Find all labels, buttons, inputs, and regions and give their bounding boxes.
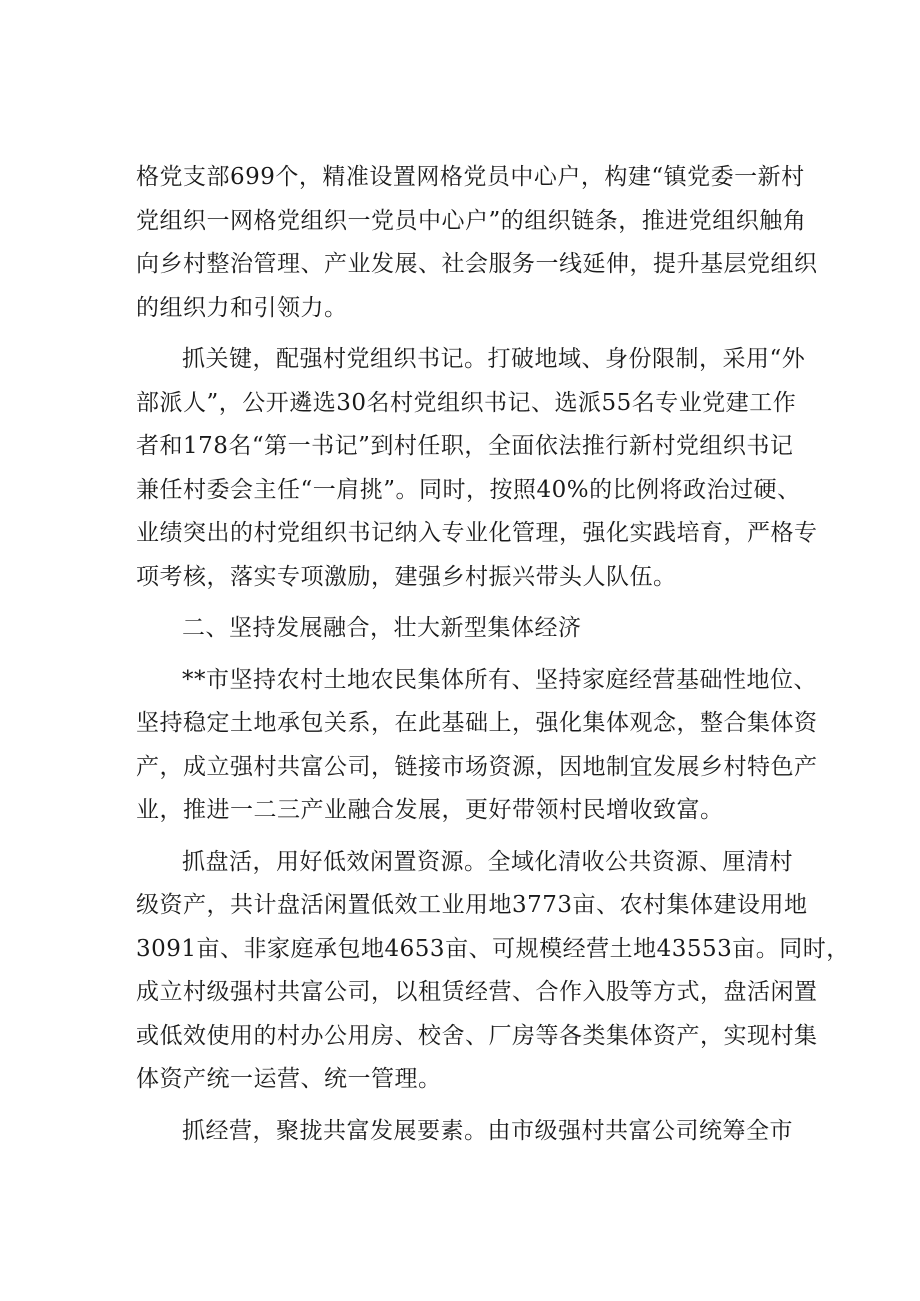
text-line: 或低效使用的村办公用房、校舍、厂房等各类集体资产，实现村集: [136, 1022, 818, 1049]
text-line: 项考核，落实专项激励，建强乡村振兴带头人队伍。: [136, 563, 677, 590]
text-line: 的组织力和引领力。: [136, 294, 348, 321]
paragraph-3: [136, 659, 818, 833]
text-line: 体资产统一运营、统一管理。: [136, 1066, 442, 1092]
text-line: **市坚持农村土地农民集体所有、坚持家庭经营基础性地位、: [182, 666, 817, 693]
text-line: 兼任村委会主任“一肩挑”。同时，按照40%的比例将政治过硬、: [136, 476, 801, 503]
text-line: 部派人”，公开遴选30名村党组织书记、选派55名专业党建工作: [136, 389, 797, 416]
text-line: 抓盘活，用好低效闲置资源。全域化清收公共资源、厘清村: [182, 848, 793, 875]
document-body: [136, 156, 850, 1161]
paragraph-1: [136, 156, 818, 330]
text-line: 抓关键，配强村党组织书记。打破地域、身份限制，采用“外: [182, 346, 806, 372]
text-line: 格党支部699个，精准设置网格党员中心户，构建“镇党委一新村: [136, 164, 805, 190]
text-line: 者和178名“第一书记”到村任职，全面依法推行新村党组织书记: [136, 433, 794, 459]
text-line: 坚持稳定土地承包关系，在此基础上，强化集体观念，整合集体资: [136, 710, 818, 736]
text-line: 成立村级强村共富公司，以租赁经营、合作入股等方式，盘活闲置: [136, 979, 818, 1005]
text-line: 向乡村整治管理、产业发展、社会服务一线延伸，提升基层党组织: [136, 251, 818, 277]
text-line: 二、坚持发展融合，壮大新型集体经济: [182, 615, 582, 641]
text-line: 3091亩、非家庭承包地4653亩、可规模经营土地43553亩。同时，: [136, 935, 850, 962]
text-line: 党组织一网格党组织一党员中心户”的组织链条，推进党组织触角: [136, 207, 807, 234]
paragraph-4: [136, 841, 850, 1102]
text-line: 产，成立强村共富公司，链接市场资源，因地制宜发展乡村特色产: [136, 753, 818, 780]
text-line: 业，推进一二三产业融合发展，更好带领村民增收致富。: [136, 797, 724, 823]
text-line: 业绩突出的村党组织书记纳入专业化管理，强化实践培育，严格专: [136, 520, 818, 546]
paragraph-2: [136, 338, 818, 599]
paragraph-5: [136, 1110, 796, 1154]
text-line: 级资产，共计盘活闲置低效工业用地3773亩、农村集体建设用地: [136, 892, 808, 918]
section-heading: [136, 607, 796, 651]
text-line: 抓经营，聚拢共富发展要素。由市级强村共富公司统筹全市: [182, 1117, 793, 1144]
